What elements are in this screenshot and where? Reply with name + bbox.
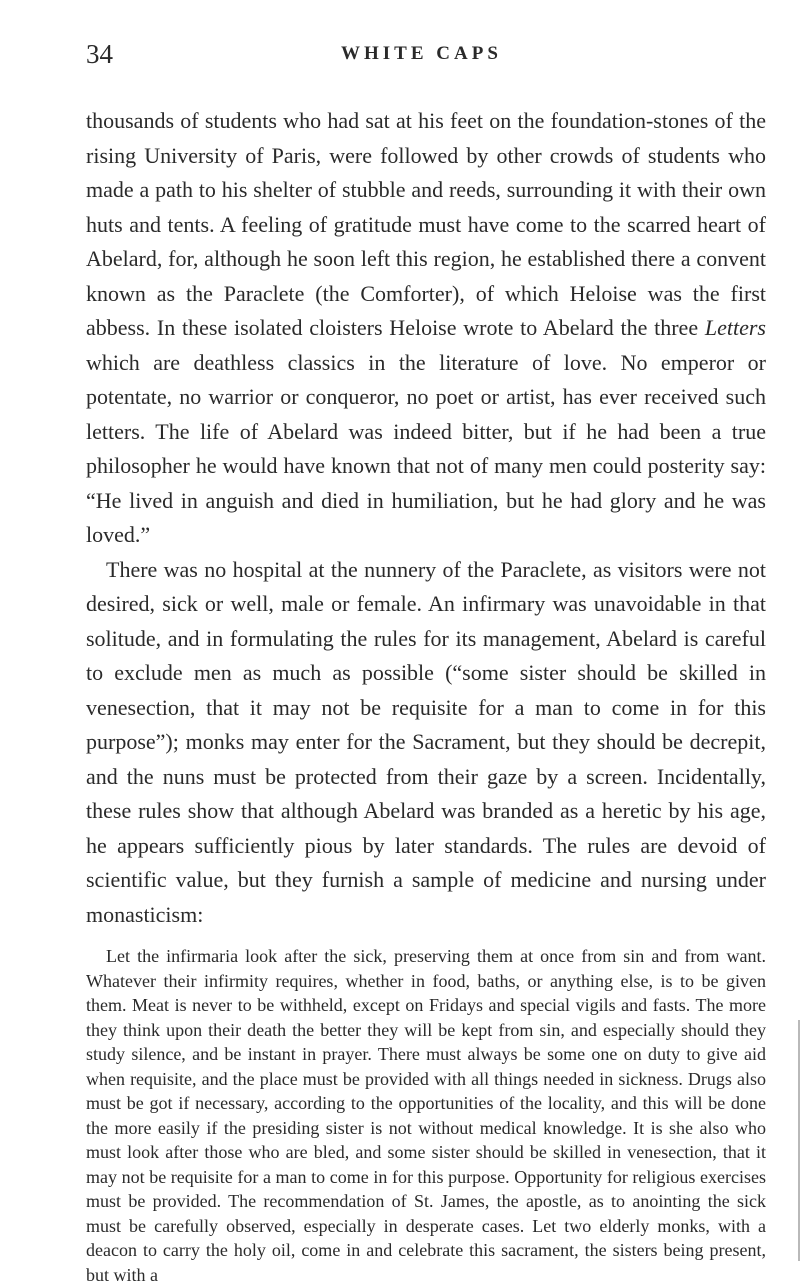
- block-quote: [86, 944, 766, 1287]
- body-text: [86, 104, 766, 932]
- running-head: [86, 38, 766, 74]
- paragraph-1-text-b: which are deathless classics in the literature of love. No emperor or potentate, no warrior or conqueror, no poet or artist, has ever received such letters. The life of Abelard was indeed bitter, but if he had been a true philosopher he would have known that not of many men could posterity say: “He lived in anguish and died in humiliation, but he had glory and he was loved.”: [86, 349, 766, 547]
- quote-text: Let the infirmaria look after the sick, preserving them at once from sin and from want. Whatever their infirmity requires, whether in food, baths, or anything else, is to be given them. Meat is never to be withheld, except on Fridays and special vigils and fasts. The more they think upon their death the better they will be kept from sin, and especially should they study silence, and be instant in prayer. There must always be some one on duty to give aid when requisite, and the place must be provided with all things needed in sickness. Drugs also must be got if necessary, according to the opportunities of the locality, and this will be done the more easily if the presiding sister is not without medical knowledge. It is she also who must look after those who are bled, and some sister should be skilled in venesection, that it may not be requisite for a man to come in for this purpose. Opportunity for religious exercises must be provided. The recommendation of St. James, the apostle, as to anointing the sick must be carefully observed, especially in desperate cases. Let two elderly monks, with a deacon to carry the holy oil, come in and celebrate this sacrament, the sisters being present, but with a: [86, 946, 766, 1285]
- running-title: WHITE CAPS: [341, 43, 502, 64]
- book-page: [86, 38, 766, 1287]
- paragraph-1-text-a: thousands of students who had sat at his feet on the foundation-stones of the rising University of Paris, were followed by other crowds of students who made a path to his shelter of stubble and reeds, surrounding it with their own huts and tents. A feeling of gratitude must have come to the scarred heart of Abelard, for, although he soon left this region, he established there a convent known as the Paraclete (the Comforter), of which Heloise was the first abbess. In these isolated cloisters Heloise wrote to Abelard the three: [86, 108, 766, 340]
- letters-title: Letters: [704, 315, 766, 340]
- page-number: 34: [86, 39, 113, 69]
- paragraph-2: There was no hospital at the nunnery of the Paraclete, as visitors were not desired, sick or well, male or female. An infirmary was unavoidable in that solitude, and in formulating the rules for its management, Abelard is careful to exclude men as much as possible (“some sister should be skilled in venesection, that it may not be requisite for a man to come in for this purpose”); monks may enter for the Sacrament, but they should be decrepit, and the nuns must be protected from their gaze by a screen. Incidentally, these rules show that although Abelard was branded as a heretic by his age, he appears sufficiently pious by later standards. The rules are devoid of scientific value, but they furnish a sample of medicine and nursing under monasticism:: [86, 556, 766, 927]
- paragraph-1: [86, 104, 766, 553]
